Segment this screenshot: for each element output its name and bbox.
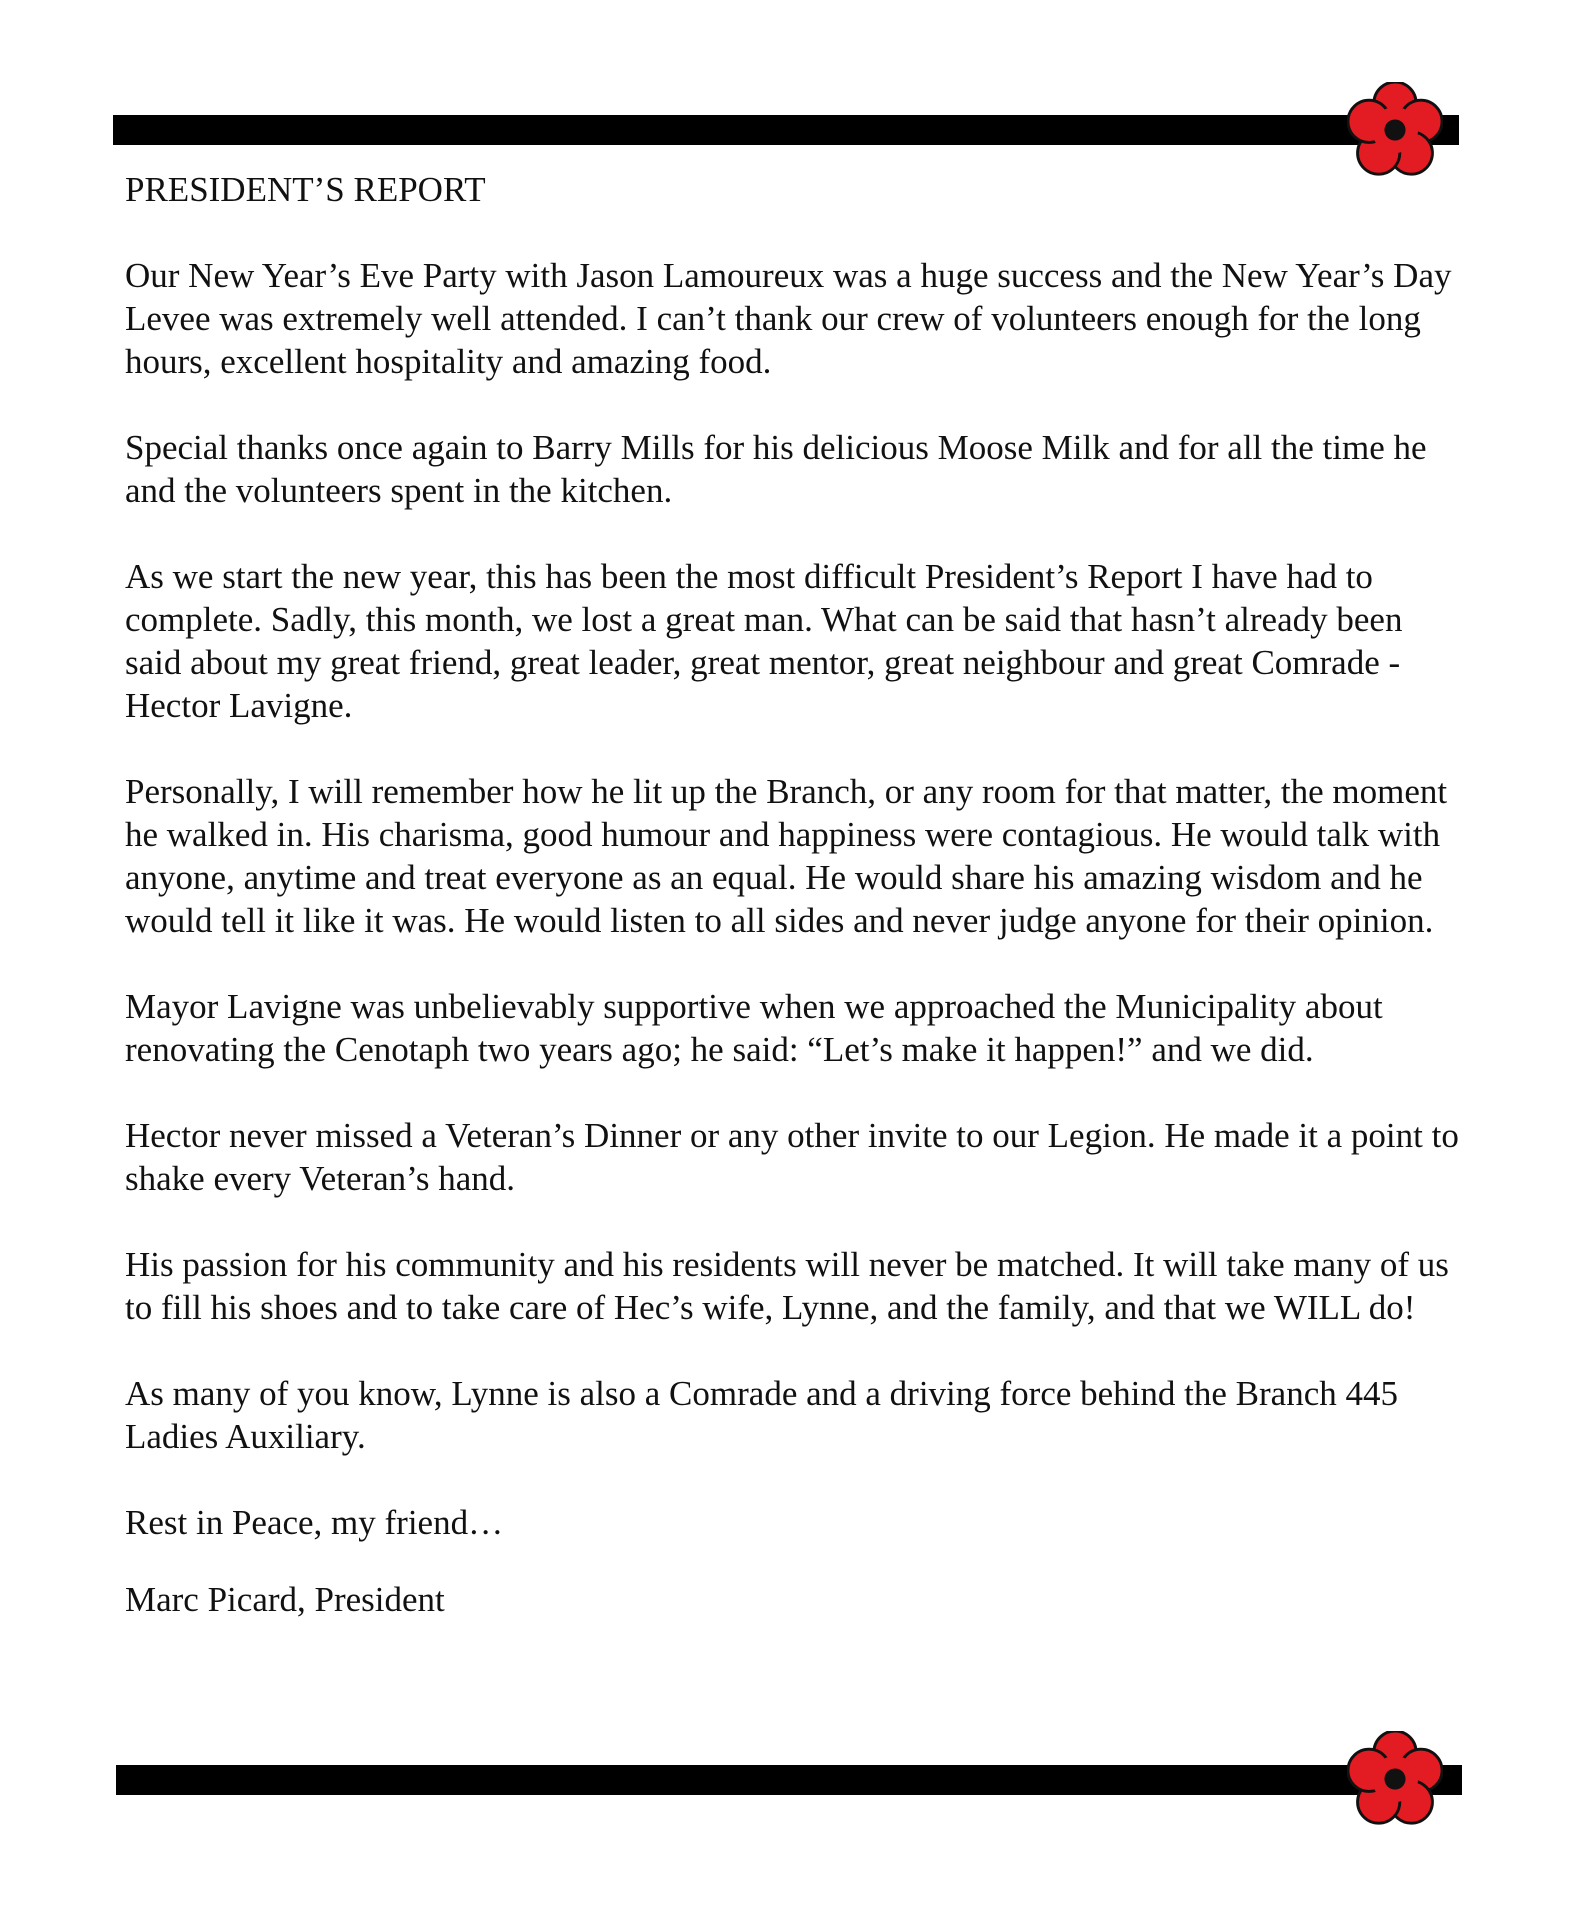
- paragraph: His passion for his community and his residents will never be matched. It will take many of us to fill his shoes and to take care of Hec’s wife, Lynne, and the family, and that we WILL do!: [125, 1245, 1449, 1327]
- paragraph: Mayor Lavigne was unbelievably supportive when we approached the Municipality about renovating the Cenotaph two years ago; he said: “Let’s make it happen!” and we did.: [125, 987, 1383, 1069]
- signature: Marc Picard, President: [125, 1580, 445, 1619]
- paragraph: Hector never missed a Veteran’s Dinner or any other invite to our Legion. He made it a point to shake every Veteran’s hand.: [125, 1116, 1459, 1198]
- poppy-icon: [1347, 82, 1443, 178]
- paragraph: As we start the new year, this has been the most difficult President’s Report I have had to complete. Sadly, this month, we lost a great man. What can be said that hasn’t already been said about my great friend, great leader, great mentor, great neighbour and great Comrade - Hector Lavigne.: [125, 557, 1403, 725]
- top-rule: [113, 115, 1459, 145]
- poppy-icon: [1347, 1731, 1443, 1827]
- closing-line: Rest in Peace, my friend…: [125, 1503, 504, 1542]
- page-title: PRESIDENT’S REPORT: [125, 170, 486, 209]
- report-body: [125, 168, 1460, 1621]
- paragraph: Our New Year’s Eve Party with Jason Lamoureux was a huge success and the New Year’s Day Levee was extremely well attended. I can’t thank our crew of volunteers enough for the long hours, excellent hospitality and amazing food.: [125, 256, 1452, 381]
- bottom-rule: [116, 1765, 1462, 1795]
- paragraph: Special thanks once again to Barry Mills for his delicious Moose Milk and for all the time he and the volunteers spent in the kitchen.: [125, 428, 1427, 510]
- paragraph: Personally, I will remember how he lit up the Branch, or any room for that matter, the moment he walked in. His charisma, good humour and happiness were contagious. He would talk with anyone, anytime and treat everyone as an equal. He would share his amazing wisdom and he would tell it like it was. He would listen to all sides and never judge anyone for their opinion.: [125, 772, 1448, 940]
- paragraph: As many of you know, Lynne is also a Comrade and a driving force behind the Branch 445 Ladies Auxiliary.: [125, 1374, 1398, 1456]
